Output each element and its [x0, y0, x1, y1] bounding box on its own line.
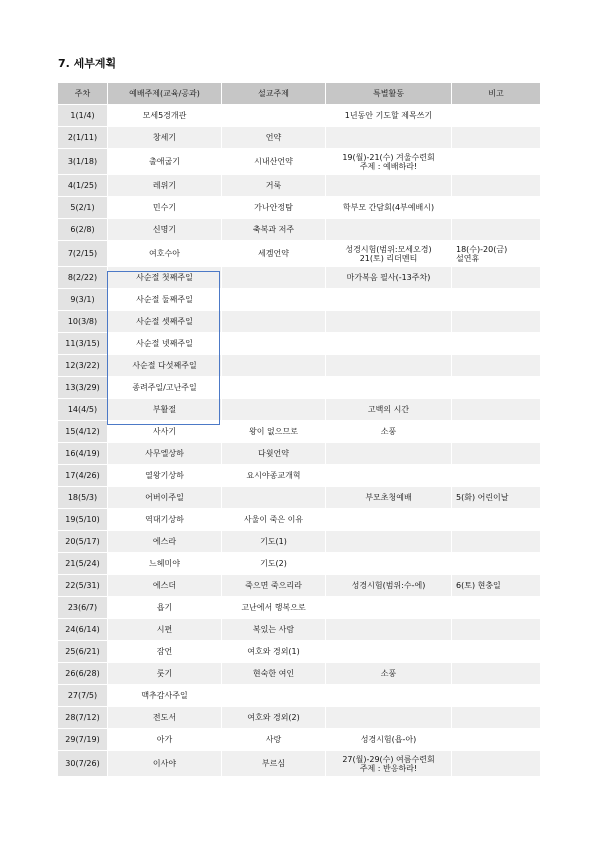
cell-activity — [326, 311, 452, 333]
cell-week: 7(2/15) — [58, 241, 108, 267]
plan-table-body — [58, 105, 541, 777]
cell-sermon: 사울이 죽은 이유 — [222, 509, 326, 531]
cell-note: 6(토) 현충일 — [452, 575, 541, 597]
cell-week: 13(3/29) — [58, 377, 108, 399]
cell-week: 10(3/8) — [58, 311, 108, 333]
cell-week: 30(7/26) — [58, 751, 108, 777]
table-row — [58, 443, 541, 465]
cell-note — [452, 105, 541, 127]
cell-sermon: 요시야종교개혁 — [222, 465, 326, 487]
cell-theme: 사순절 다섯째주일 — [108, 355, 222, 377]
cell-sermon: 현숙한 여인 — [222, 663, 326, 685]
cell-week: 8(2/22) — [58, 267, 108, 289]
cell-activity — [326, 443, 452, 465]
cell-theme: 느헤미야 — [108, 553, 222, 575]
cell-activity: 고백의 시간 — [326, 399, 452, 421]
cell-week: 21(5/24) — [58, 553, 108, 575]
cell-theme: 에스더 — [108, 575, 222, 597]
cell-week: 9(3/1) — [58, 289, 108, 311]
table-row — [58, 197, 541, 219]
cell-week: 12(3/22) — [58, 355, 108, 377]
cell-theme: 사순절 넷째주일 — [108, 333, 222, 355]
table-row — [58, 241, 541, 267]
cell-week: 18(5/3) — [58, 487, 108, 509]
cell-note — [452, 149, 541, 175]
table-row — [58, 149, 541, 175]
cell-activity: 부모초청예배 — [326, 487, 452, 509]
cell-week: 2(1/11) — [58, 127, 108, 149]
header-theme: 예배주제(교육/공과) — [108, 83, 222, 105]
cell-week: 1(1/4) — [58, 105, 108, 127]
cell-note — [452, 619, 541, 641]
table-row — [58, 487, 541, 509]
table-row — [58, 641, 541, 663]
cell-activity — [326, 641, 452, 663]
cell-note — [452, 685, 541, 707]
cell-note — [452, 399, 541, 421]
cell-sermon: 가나안정탐 — [222, 197, 326, 219]
table-row — [58, 267, 541, 289]
table-row — [58, 619, 541, 641]
cell-theme: 민수기 — [108, 197, 222, 219]
cell-note — [452, 509, 541, 531]
cell-sermon: 기도(2) — [222, 553, 326, 575]
cell-sermon — [222, 105, 326, 127]
cell-theme: 아가 — [108, 729, 222, 751]
cell-activity: 학부모 간담회(4부예배시) — [326, 197, 452, 219]
cell-theme: 사순절 둘째주일 — [108, 289, 222, 311]
cell-note — [452, 531, 541, 553]
cell-activity — [326, 355, 452, 377]
cell-sermon: 여호와 경외(1) — [222, 641, 326, 663]
table-row — [58, 127, 541, 149]
cell-sermon: 기도(1) — [222, 531, 326, 553]
cell-sermon — [222, 267, 326, 289]
table-row — [58, 105, 541, 127]
cell-sermon: 언약 — [222, 127, 326, 149]
table-row — [58, 421, 541, 443]
table-row — [58, 531, 541, 553]
cell-theme: 사순절 첫째주일 — [108, 267, 222, 289]
cell-activity: 성경시험(욥-아) — [326, 729, 452, 751]
cell-note — [452, 289, 541, 311]
cell-activity: 27(월)-29(수) 여름수련회 주제 : 반응하라! — [326, 751, 452, 777]
section-title: 7. 세부계획 — [58, 57, 117, 70]
table-row — [58, 751, 541, 777]
header-sermon: 설교주제 — [222, 83, 326, 105]
cell-note — [452, 641, 541, 663]
cell-theme: 사무엘상하 — [108, 443, 222, 465]
cell-theme: 사순절 셋째주일 — [108, 311, 222, 333]
cell-theme: 역대기상하 — [108, 509, 222, 531]
cell-note — [452, 663, 541, 685]
cell-theme: 시편 — [108, 619, 222, 641]
cell-theme: 신명기 — [108, 219, 222, 241]
cell-note — [452, 597, 541, 619]
cell-activity — [326, 175, 452, 197]
header-week: 주차 — [58, 83, 108, 105]
cell-note: 5(화) 어린이날 — [452, 487, 541, 509]
cell-theme: 열왕기상하 — [108, 465, 222, 487]
cell-activity — [326, 597, 452, 619]
cell-note — [452, 421, 541, 443]
cell-activity: 소풍 — [326, 421, 452, 443]
cell-theme: 어버이주일 — [108, 487, 222, 509]
cell-note — [452, 311, 541, 333]
plan-table — [57, 82, 541, 777]
cell-theme: 에스라 — [108, 531, 222, 553]
cell-sermon: 고난에서 행복으로 — [222, 597, 326, 619]
table-row — [58, 355, 541, 377]
cell-sermon: 거룩 — [222, 175, 326, 197]
cell-sermon: 여호와 경외(2) — [222, 707, 326, 729]
cell-activity — [326, 127, 452, 149]
cell-theme: 모세5경개관 — [108, 105, 222, 127]
cell-activity: 19(월)-21(수) 겨울수련회 주제 : 예배하라! — [326, 149, 452, 175]
cell-theme: 전도서 — [108, 707, 222, 729]
table-row — [58, 575, 541, 597]
cell-note — [452, 355, 541, 377]
table-row — [58, 597, 541, 619]
cell-week: 19(5/10) — [58, 509, 108, 531]
cell-sermon — [222, 399, 326, 421]
cell-week: 15(4/12) — [58, 421, 108, 443]
cell-theme: 이사야 — [108, 751, 222, 777]
cell-note — [452, 175, 541, 197]
cell-note — [452, 751, 541, 777]
table-row — [58, 465, 541, 487]
cell-theme: 레위기 — [108, 175, 222, 197]
cell-week: 29(7/19) — [58, 729, 108, 751]
cell-activity — [326, 553, 452, 575]
table-row — [58, 663, 541, 685]
cell-note: 18(수)-20(금) 설연휴 — [452, 241, 541, 267]
cell-sermon — [222, 289, 326, 311]
cell-theme: 사사기 — [108, 421, 222, 443]
cell-week: 11(3/15) — [58, 333, 108, 355]
cell-theme: 종려주일/고난주일 — [108, 377, 222, 399]
cell-sermon: 부르심 — [222, 751, 326, 777]
cell-week: 5(2/1) — [58, 197, 108, 219]
table-row — [58, 219, 541, 241]
cell-week: 14(4/5) — [58, 399, 108, 421]
cell-activity: 소풍 — [326, 663, 452, 685]
cell-sermon: 다윗언약 — [222, 443, 326, 465]
cell-sermon: 축복과 저주 — [222, 219, 326, 241]
table-row — [58, 729, 541, 751]
cell-week: 23(6/7) — [58, 597, 108, 619]
cell-activity — [326, 289, 452, 311]
cell-week: 17(4/26) — [58, 465, 108, 487]
header-activity: 특별활동 — [326, 83, 452, 105]
table-row — [58, 509, 541, 531]
table-row — [58, 685, 541, 707]
cell-week: 20(5/17) — [58, 531, 108, 553]
cell-note — [452, 707, 541, 729]
cell-week: 24(6/14) — [58, 619, 108, 641]
cell-sermon — [222, 487, 326, 509]
cell-note — [452, 377, 541, 399]
cell-week: 3(1/18) — [58, 149, 108, 175]
cell-week: 28(7/12) — [58, 707, 108, 729]
cell-note — [452, 333, 541, 355]
cell-activity — [326, 685, 452, 707]
cell-activity — [326, 509, 452, 531]
cell-week: 26(6/28) — [58, 663, 108, 685]
table-row — [58, 311, 541, 333]
cell-week: 16(4/19) — [58, 443, 108, 465]
cell-activity — [326, 333, 452, 355]
table-row — [58, 289, 541, 311]
cell-theme: 맥추감사주일 — [108, 685, 222, 707]
cell-activity — [326, 707, 452, 729]
cell-activity: 성경시험(범위:모세오경) 21(토) 리더멘티 — [326, 241, 452, 267]
cell-sermon: 시내산언약 — [222, 149, 326, 175]
cell-theme: 잠언 — [108, 641, 222, 663]
cell-activity: 마가복음 필사(-13주차) — [326, 267, 452, 289]
cell-theme: 여호수아 — [108, 241, 222, 267]
table-header-row — [58, 83, 541, 105]
cell-sermon — [222, 333, 326, 355]
cell-theme: 욥기 — [108, 597, 222, 619]
cell-week: 4(1/25) — [58, 175, 108, 197]
cell-note — [452, 267, 541, 289]
cell-theme: 룻기 — [108, 663, 222, 685]
cell-sermon: 죽으면 죽으리라 — [222, 575, 326, 597]
cell-activity — [326, 377, 452, 399]
cell-week: 22(5/31) — [58, 575, 108, 597]
cell-activity: 성경시험(범위:수-에) — [326, 575, 452, 597]
cell-sermon — [222, 311, 326, 333]
header-note: 비고 — [452, 83, 541, 105]
cell-theme: 출애굽기 — [108, 149, 222, 175]
cell-week: 25(6/21) — [58, 641, 108, 663]
cell-note — [452, 465, 541, 487]
table-row — [58, 399, 541, 421]
cell-sermon: 세겜언약 — [222, 241, 326, 267]
cell-sermon — [222, 685, 326, 707]
cell-note — [452, 219, 541, 241]
cell-sermon — [222, 355, 326, 377]
cell-activity — [326, 619, 452, 641]
cell-week: 6(2/8) — [58, 219, 108, 241]
cell-note — [452, 443, 541, 465]
cell-sermon: 복있는 사람 — [222, 619, 326, 641]
cell-theme: 부활절 — [108, 399, 222, 421]
cell-sermon: 사랑 — [222, 729, 326, 751]
cell-activity — [326, 219, 452, 241]
cell-theme: 창세기 — [108, 127, 222, 149]
cell-note — [452, 553, 541, 575]
cell-activity — [326, 465, 452, 487]
table-row — [58, 175, 541, 197]
cell-activity: 1년동안 기도할 제목쓰기 — [326, 105, 452, 127]
cell-note — [452, 197, 541, 219]
cell-week: 27(7/5) — [58, 685, 108, 707]
cell-sermon: 왕이 없으므로 — [222, 421, 326, 443]
cell-activity — [326, 531, 452, 553]
cell-sermon — [222, 377, 326, 399]
table-row — [58, 333, 541, 355]
table-row — [58, 553, 541, 575]
cell-note — [452, 729, 541, 751]
table-row — [58, 377, 541, 399]
cell-note — [452, 127, 541, 149]
table-row — [58, 707, 541, 729]
